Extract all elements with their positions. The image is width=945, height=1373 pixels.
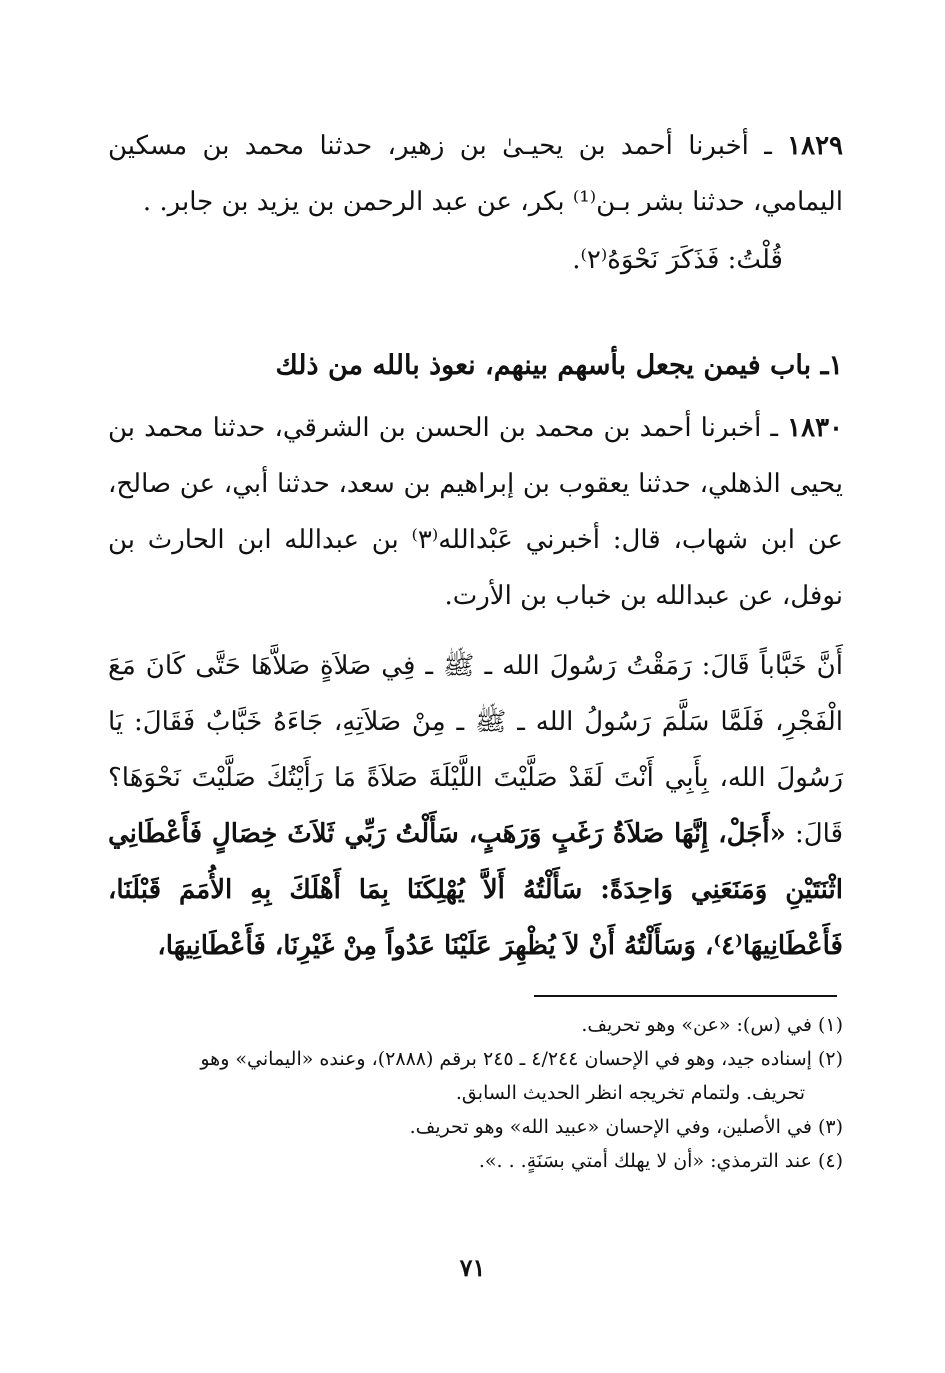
hadith-number: ١٨٢٩ <box>787 131 843 161</box>
footnote-2-continued: تحريف. ولتمام تخريجه انظر الحديث السابق. <box>455 1082 805 1104</box>
hadith-number: ١٨٣٠ <box>787 413 843 443</box>
hadith-1829 <box>108 118 843 230</box>
footnotes <box>108 1008 843 1178</box>
hadith-note: قُلْتُ: فَذَكَرَ نَحْوَهُ⁽٢⁾. <box>572 245 783 275</box>
page-number: ٧١ <box>459 1253 486 1282</box>
matn-prophetic-saying: «أَجَلْ، إِنَّهَا صَلاَةُ رَغَبٍ وَرَهَبٍ، سَأَلْتُ رَبِّي ثَلاَثَ خِصَالٍ فَأَعْطَانِي اثْنَتَيْنِ وَمَنَعَنِي وَاحِدَةً: سَأَلْتُهُ أَلاَّ يُهْلِكَنَا بِمَا أَهْلَكَ بِهِ الأُمَمَ قَبْلَنَا، فَأَعْطَانِيهَا⁽٤⁾، وَسَأَلْتُهُ أَنْ لاَ يُظْهِرَ عَلَيْنَا عَدُواً مِنْ غَيْرِنَا، فَأَعْطَانِيهَا، <box>108 819 843 961</box>
chapter-heading: ١ـ باب فيمن يجعل بأسهم بينهم، نعوذ بالله من ذلك <box>275 350 843 381</box>
matn-narration: أَنَّ خَبَّاباً قَالَ: رَمَقْتُ رَسُولَ الله ـ ﷺ ـ فِي صَلاَةٍ صَلاَّهَا حَتَّى كَانَ مَعَ الْفَجْرِ، فَلَمَّا سَلَّمَ رَسُولُ الله ـ ﷺ ـ مِنْ صَلاَتِهِ، جَاءَهُ خَبَّابٌ فَقَالَ: يَا رَسُولَ الله، بِأَبِي أَنْتَ لَقَدْ صَلَّيْتَ اللَّيْلَةَ صَلاَةً مَا رَأَيْتُكَ صَلَّيْتَ نَحْوَهَا؟ قَالَ: <box>108 651 844 849</box>
footnote-4: (٤) عند الترمذي: «أن لا يهلك أمتي بسَنَةٍ. . .». <box>478 1150 843 1172</box>
hadith-1830-chain <box>108 400 843 624</box>
footnote-1: (١) في (س): «عن» وهو تحريف. <box>581 1014 843 1036</box>
footnote-3: (٣) في الأصلين، وفي الإحسان «عبيد الله» وهو تحريف. <box>409 1116 843 1138</box>
hadith-1830-matn <box>108 638 843 974</box>
main-text <box>108 118 843 974</box>
footnote-divider <box>534 995 837 997</box>
footnote-2: (٢) إسناده جيد، وهو في الإحسان ٤/٢٤٤ ـ ٢٤٥ برقم (٢٨٨٨)، وعنده «اليماني» وهو <box>200 1048 843 1070</box>
hadith-text: ـ أخبرنا أحمد بن يحيـىٰ بن زهير، حدثنا محمد بن مسكين اليمامي، حدثنا بشر بـن⁽¹⁾ بكر، عن عبد الرحمن بن يزيد بن جابر. . <box>108 131 843 217</box>
hadith-chain: ـ أخبرنا أحمد بن محمد بن الحسن بن الشرقي، حدثنا محمد بن يحيى الذهلي، حدثنا يعقوب بن إبراهيم بن سعد، حدثنا أبي، عن صالح، عن ابن شهاب، قال: أخبرني عَبْدالله⁽٣⁾ بن عبدالله ابن الحارث بن نوفل، عن عبدالله بن خباب بن الأرت. <box>108 413 843 611</box>
